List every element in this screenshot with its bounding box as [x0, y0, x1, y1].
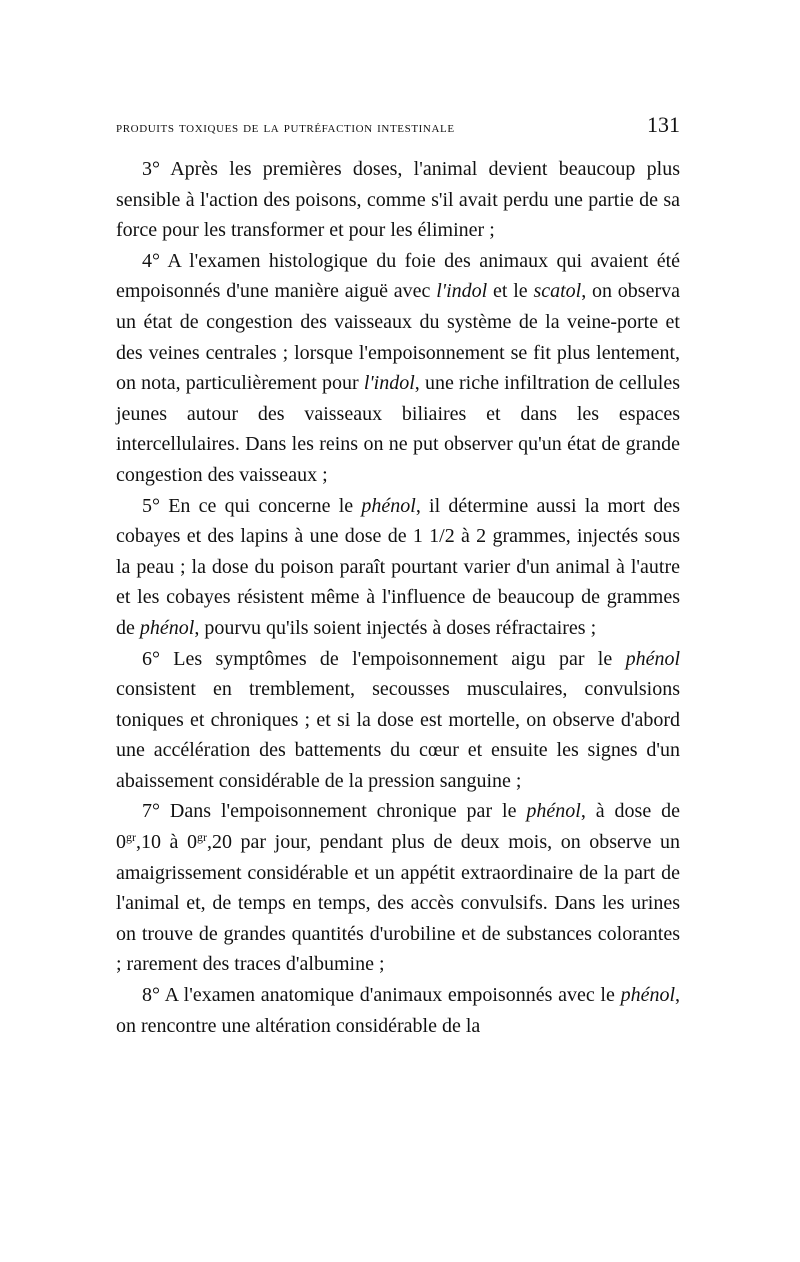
italic-term: l'indol	[363, 372, 415, 395]
superscript-unit: gr	[197, 830, 207, 845]
text-run: , on observa un état de congestion des vaisseaux du système de la veine-porte et des veines centrales ; lorsque l'empoisonnement se fit plus lentement, on nota, particulièrement pour	[116, 280, 681, 395]
paragraph-4	[116, 246, 680, 491]
text-run: 8° A l'examen anatomique d'animaux empoisonnés avec le	[142, 984, 621, 1007]
text-run: , on rencontre une altération considérable de la	[116, 984, 680, 1037]
italic-term: scatol	[533, 280, 582, 303]
superscript-unit: gr	[126, 830, 136, 845]
text-run: , pourvu qu'ils soient injectés à doses réfractaires ;	[194, 616, 597, 639]
text-run: 3° Après les premières doses, l'animal devient beaucoup plus sensible à l'action des poisons, comme s'il avait perdu une partie de sa force pour les transformer et pour les éliminer ;	[116, 158, 680, 242]
italic-term: phénol	[620, 984, 675, 1007]
paragraph-8	[116, 980, 680, 1041]
text-run: , une riche infiltration de cellules jeunes autour des vaisseaux biliaires et dans les espaces intercellulaires. Dans les reins on ne put observer qu'un état de grande congestion des vaisseaux ;	[116, 372, 680, 486]
text-run: ,10 à 0	[136, 831, 197, 854]
italic-term: l'indol	[436, 280, 488, 303]
page-number: 131	[647, 112, 680, 137]
italic-term: phénol	[361, 494, 416, 517]
running-title: produits toxiques de la putréfaction intestinale	[116, 119, 455, 136]
paragraph-6	[116, 644, 680, 797]
running-header	[116, 112, 680, 142]
italic-term: phénol	[625, 647, 680, 670]
paragraph-3	[116, 154, 680, 246]
text-run: , à dose de 0	[116, 800, 680, 854]
text-run: 5° En ce qui concerne le	[142, 494, 362, 517]
body-text	[116, 154, 680, 1041]
text-run: 6° Les symptômes de l'empoisonnement aigu par le	[142, 647, 626, 670]
text-run: consistent en tremblement, secousses musculaires, convulsions toniques et chroniques ; et si la dose est mortelle, on observe d'abord une accélération des battements du cœur et ensuite les signes d'un abaissement considérable de la pression sanguine ;	[116, 678, 680, 792]
text-run: ,20 par jour, pendant plus de deux mois, on observe un amaigrissement considérable et un appétit extraordinaire de la part de l'animal et, de temps en temps, des accès convulsifs. Dans les urines on trouve de grandes quantités d'urobiline et de substances colorantes ; rarement des traces d'albumine ;	[116, 831, 680, 976]
italic-term: phénol	[139, 616, 195, 639]
italic-term: phénol	[526, 800, 581, 823]
text-run: 4° A l'examen histologique du foie des animaux qui avaient été empoisonnés d'une manière aiguë avec	[116, 249, 680, 303]
text-run: et le	[487, 280, 534, 303]
text-run: 7° Dans l'empoisonnement chronique par le	[142, 800, 527, 823]
paragraph-5	[116, 491, 680, 644]
paragraph-7	[116, 796, 680, 980]
book-page	[116, 112, 680, 1041]
text-run: , il détermine aussi la mort des cobayes et des lapins à une dose de 1 1/2 à 2 grammes, injectés sous la peau ; la dose du poison paraît pourtant varier d'un animal à l'autre et les cobayes résistent même à l'influence de beaucoup de grammes de	[116, 494, 680, 639]
